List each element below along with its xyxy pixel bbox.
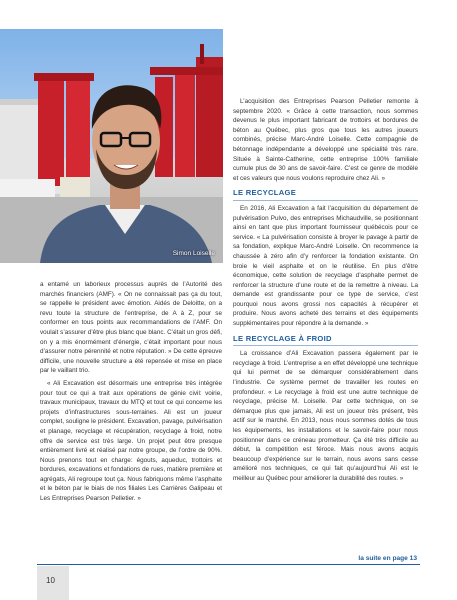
paragraph: En 2016, Ali Excavation a fait l’acquisition du département de pulvérisation Pulvo, des entreprises Michaudville, se positionnant ainsi en tant que plus important fournisseur québécois pour ce service. « La pulvérisation consiste à broyer le pavage à partir de sa fondation, explique Marc-André Loiselle. On recommence la chaussée à zéro afin d’y renforcer la fondation existante. On broie le vieil asphalte et on le réutilise. En plus d’être économique, cette solution de recyclage d’asphalte permet de renforcer la structure d’une route et de la remettre à niveau. La demande est grandissante pour ce type de service, c’est pourquoi nous avons grossi nos capacités à récupérer et produire. Nous avons acheté des terrains et des équipements supplémentaires pour répondre à la demande. » [233,204,418,328]
paragraph: « Ali Excavation est désormais une entreprise très intégrée pour tout ce qui a trait aux opérations de génie civil: voirie, travaux municipaux, travaux du MTQ et tout ce qui concerne les projets d’infrastructures sous-terraines. Ali est un joueur complet, souligne le président. Excavation, pavage, pulvérisation et planage, recyclage et récupération, recyclage à froid, notre offre de service est très large. Un projet peut être presque entièrement livré et réalisé par notre groupe, de l’ordre de 90%. Nous prenons tout en charge: égouts, aqueduc, trottoirs et bordures, excavations et fondations de rues, matière première et agrégats, Ali regroupe tout ça. Nous fabriquons même l’asphalte et le béton par le biais de nos filiales Les Carrières Galipeau et Les Entreprises Pearson Pelletier. » [40,379,222,503]
footer-rule [37,564,420,565]
intro-paragraph: L’acquisition des Entreprises Pearson Pelletier remonte à septembre 2020. « Grâce à cette transaction, nous sommes devenus le plus important fabricant de trottoirs et bordures de béton au Québec, plus gros que tous les autres joueurs combinés, précise Marc-André Loiselle. Cette compagnie de bétonnage indépendante a développé une spécialité très rare. Située à Sainte-Catherine, cette entreprise 100% familiale cumule plus de 30 ans de savoir-faire. C’est ce genre de modèle et ces valeurs que nous voulons reproduire chez Ali. » [233,98,418,182]
portrait-photo [0,29,223,263]
paragraph: a entamé un laborieux processus auprès de l’Autorité des marchés financiers (AMF). « On ne connaissait pas ça du tout, se rappelle le président avec émotion. Aidés de Deloitte, on a revu toute la structure de l’entreprise, de A à Z, pour se conformer en tous points aux recommandations de l’AMF. On voulait s’assurer d’être plus blanc que blanc. C’était un gros défi, on y a mis énormément d’énergie, c’était important pour nous d’assurer notre pérennité et notre réputation. » De cette épreuve difficile, une nouvelle structure a été repensée et mise en place par le vaillant trio. [40,281,222,375]
left-column [40,280,222,507]
section-heading-recyclage: LE RECYCLAGE [233,188,418,201]
right-column [233,97,418,487]
paragraph: La croissance d’Ali Excavation passera également par le recyclage à froid. L’entreprise a en effet développé une technique qui lui permet de se démarquer considérablement dans l’industrie. Ce système permet de travailler les routes en profondeur. « Le recyclage à froid est une autre technique de recyclage, précise M. Loiselle. Par cette technique, on se démarque plus que jamais, Ali est un joueur très présent, très actif sur le marché. En 2013, nous nous sommes dotés de tous les équipements, les installations et le savoir-faire pour nous positionner dans ce créneau prometteur. Ça été très difficile au début, la compétition est féroce. Mais nous avons acquis beaucoup d’expérience sur le terrain, nous avons sans cesse amélioré nos techniques, ce qui fait qu’aujourd’hui Ali est le meilleur au Québec pour améliorer la durabilité des routes. » [233,350,418,482]
page-number: 10 [46,576,55,585]
continued-link[interactable]: la suite en page 13 [358,555,417,562]
section-heading-recyclage-froid: LE RECYCLAGE À FROID [233,334,418,347]
photo-caption: Simon Loiselle [172,250,215,257]
photo-illustration [0,29,223,263]
